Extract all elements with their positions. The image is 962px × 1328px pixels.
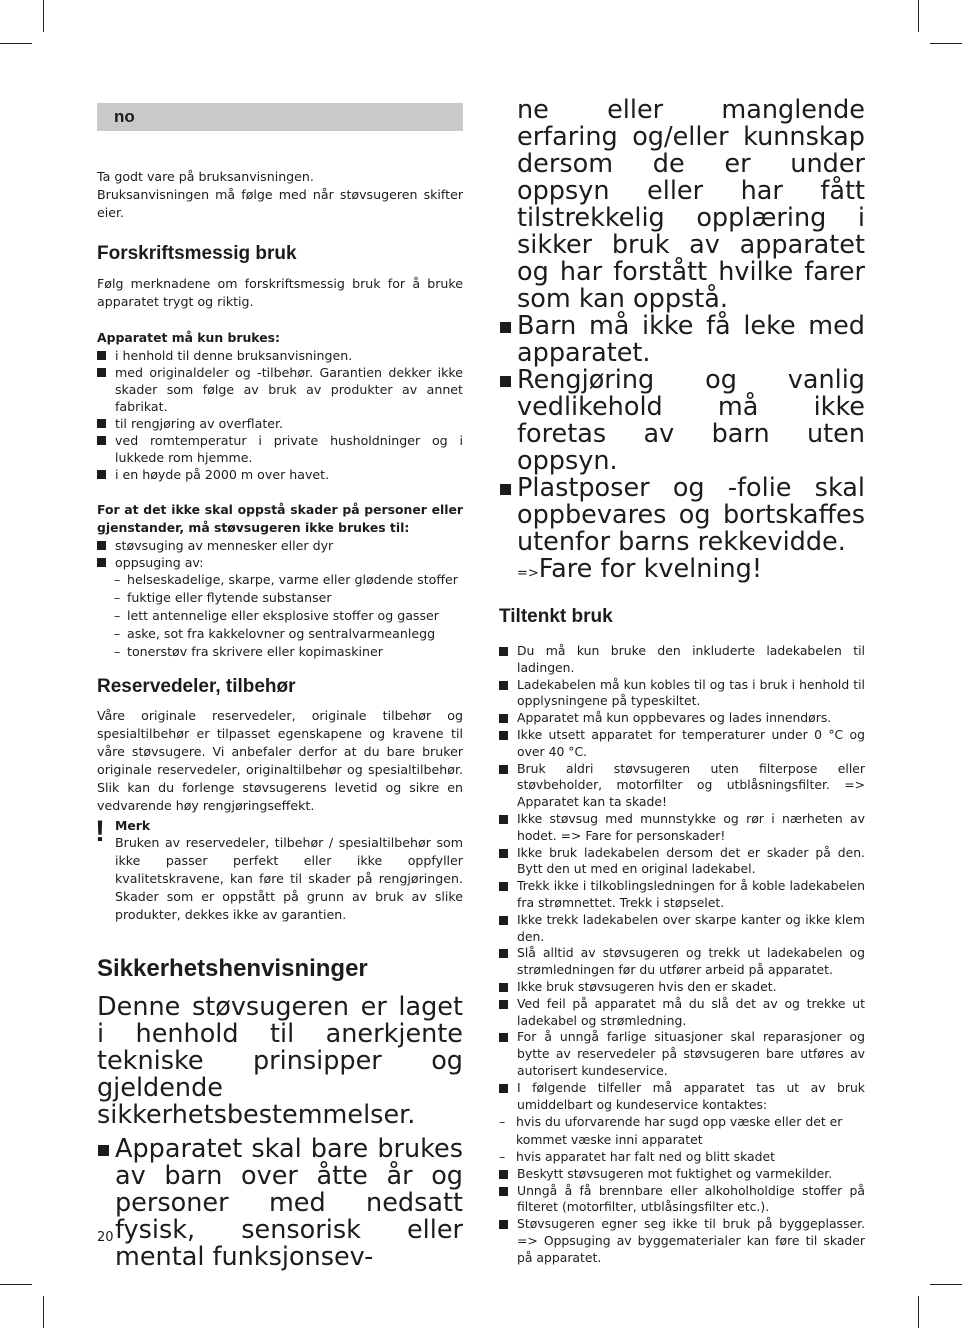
note-box xyxy=(97,817,463,924)
sub-list-item: – aske, sot fra kakkelovner og sentralvarmeanlegg xyxy=(97,625,463,643)
list-item: ved romtemperatur i private husholdninger og i lukkede rom hjemme. xyxy=(97,432,463,466)
list-item: i henhold til denne bruksanvisningen. xyxy=(97,347,463,364)
list-item: Unngå å få brennbare eller alkoholholdige stoffer på filteret (motorfilter, utblåsingsfilter etc.). xyxy=(499,1183,865,1217)
crop-mark xyxy=(43,1296,44,1328)
safety-item-continued: ne eller manglende erfaring og/eller kunnskap dersom de er under oppsyn eller har fått tilstrekkelig opplæring i sikker bruk av apparatet og har forstått hvilke farer som kan oppstå. xyxy=(517,95,865,314)
paragraph: Følg merknadene om forskriftsmessig bruk for å bruke apparatet trygt og riktig. xyxy=(97,276,463,309)
section-title: Sikkerhetshenvisninger xyxy=(97,955,368,982)
not-list xyxy=(97,537,463,661)
crop-mark xyxy=(0,1284,32,1285)
list-item: Ikke trekk ladekabelen over skarpe kanter og ikke klem den. xyxy=(499,912,865,946)
list-item: Ikke bruk støvsugeren hvis den er skadet. xyxy=(499,979,865,996)
list-item: Ikke støvsug med munnstykke og rør i nærheten av hodet. => Fare for personskader! xyxy=(499,811,865,845)
safety-item: Barn må ikke få leke med apparatet. xyxy=(499,313,865,367)
list-title: For at det ikke skal oppstå skader på personer eller gjenstander, må støvsugeren ikke brukes til: xyxy=(97,502,463,535)
list-item: Trekk ikke i tilkoblingsledningen for å koble ladekabelen fra strømnettet. Trekk i støpselet. xyxy=(499,878,865,912)
crop-mark xyxy=(918,1296,919,1328)
list-item: Ladekabelen må kun kobles til og tas i bruk i henhold til opplysningene på typeskiltet. xyxy=(499,677,865,711)
page-number: 20 xyxy=(97,1230,114,1245)
list-item: støvsuging av mennesker eller dyr xyxy=(97,537,463,554)
intro-line: Bruksanvisningen må følge med når støvsugeren skifter eier. xyxy=(97,187,463,220)
language-tag: no xyxy=(97,103,463,131)
list-item: Ved feil på apparatet må du slå det av og trekke ut ladekabel og strømledning. xyxy=(499,996,865,1030)
safety-item: Rengjøring og vanlig vedlikehold må ikke foretas av barn uten oppsyn. xyxy=(499,367,865,475)
crop-mark xyxy=(43,0,44,32)
list-item: med originaldeler og -tilbehør. Garantien dekker ikke skader som følge av bruk av produkter av annet fabrikat. xyxy=(97,364,463,415)
list-item: Du må kun bruke den inkluderte ladekabelen til ladingen. xyxy=(499,643,865,677)
list-item: Beskytt støvsugeren mot fuktighet og varmekilder. xyxy=(499,1166,865,1183)
sub-list-item: – hvis du uforvarende har sugd opp væske eller det er kommet væske inni apparatet xyxy=(499,1113,865,1148)
list-item: Apparatet må kun oppbevares og lades innendørs. xyxy=(499,710,865,727)
crop-mark xyxy=(0,43,32,44)
list-item: Ikke bruk ladekabelen dersom det er skader på den. Bytt den ut med en original ladekabel. xyxy=(499,845,865,879)
left-column xyxy=(97,103,463,1271)
list-item: oppsuging av: xyxy=(97,554,463,571)
crop-mark xyxy=(930,43,962,44)
list-item: Slå alltid av støvsugeren og trekk ut ladekabelen og strømledningen før du utfører arbeid på apparatet. xyxy=(499,945,865,979)
sub-list-item: – helseskadelige, skarpe, varme eller glødende stoffer xyxy=(97,571,463,589)
list-title: Apparatet må kun brukes: xyxy=(97,330,280,345)
sub-list-item: – fuktige eller flytende substanser xyxy=(97,589,463,607)
list-item: i en høyde på 2000 m over havet. xyxy=(97,466,463,483)
list-item: I følgende tilfeller må apparatet tas ut av bruk umiddelbart og kundeservice kontaktes: xyxy=(499,1080,865,1114)
sub-list-item: – lett antennelige eller eksplosive stoffer og gasser xyxy=(97,607,463,625)
section-title: Forskriftsmessig bruk xyxy=(97,243,297,264)
list-item: Ikke utsett apparatet for temperaturer under 0 °C og over 40 °C. xyxy=(499,727,865,761)
safety-list xyxy=(97,1136,463,1271)
note-title: Merk xyxy=(115,818,151,833)
right-column xyxy=(499,97,865,1267)
must-list xyxy=(97,347,463,483)
list-item: For å unngå farlige situasjoner skal reparasjoner og bytte av reservedeler på støvsugeren bare utføres av autorisert kundeservice. xyxy=(499,1029,865,1079)
crop-mark xyxy=(930,1284,962,1285)
safety-intro: Denne støvsugeren er laget i henhold til anerkjente tekniske prinsipper og gjeldende sikkerhetsbestemmelser. xyxy=(97,992,463,1130)
warning-text: Fare for kvelning! xyxy=(538,554,763,584)
safety-item: Plastposer og -folie skal oppbevares og bortskaffes utenfor barns rekkevidde. xyxy=(499,475,865,556)
safety-list xyxy=(499,313,865,556)
crop-mark xyxy=(918,0,919,32)
sub-list-item: – tonerstøv fra skrivere eller kopimaskiner xyxy=(97,643,463,661)
intended-use-list xyxy=(499,643,865,1267)
list-item: Støvsugeren egner seg ikke til bruk på byggeplasser. => Oppsuging av byggematerialer kan føre til skader på apparatet. xyxy=(499,1216,865,1266)
arrow-icon: => xyxy=(517,566,539,581)
list-item: Bruk aldri støvsugeren uten filterpose eller støvbeholder, motorfilter og utblåsningsfilter. => Apparatet kan ta skade! xyxy=(499,761,865,811)
sub-list-item: – hvis apparatet har falt ned og blitt skadet xyxy=(499,1148,865,1166)
section-title: Reservedeler, tilbehør xyxy=(97,676,296,697)
warning-icon: ! xyxy=(95,815,105,848)
intro-line: Ta godt vare på bruksanvisningen. xyxy=(97,169,314,184)
section-title: Tiltenkt bruk xyxy=(499,606,613,627)
list-item: til rengjøring av overflater. xyxy=(97,415,463,432)
paragraph: Våre originale reservedeler, originale tilbehør og spesialtilbehør er tilpasset egenskapene og kravene til våre støvsugere. Vi anbefaler derfor at du bare bruker originale reservedeler, originaltilbehør og spesialtilbehør. Slik kan du forlenge støvsugerens levetid og sikre en vedvarende høy rengjøringseffekt. xyxy=(97,708,463,813)
warning-line xyxy=(499,556,865,587)
safety-item: Apparatet skal bare brukes av barn over åtte år og personer med nedsatt fysisk, sensorisk eller mental funksjonsev- xyxy=(97,1136,463,1271)
note-text: Bruken av reservedeler, tilbehør / spesialtilbehør som ikke passer perfekt eller ikke oppfyller kvalitetskravene, kan føre til skader på rengjøringen. Skader som er oppstått på grunn av bruk av slike produkter, dekkes ikke av garantien. xyxy=(115,835,463,922)
